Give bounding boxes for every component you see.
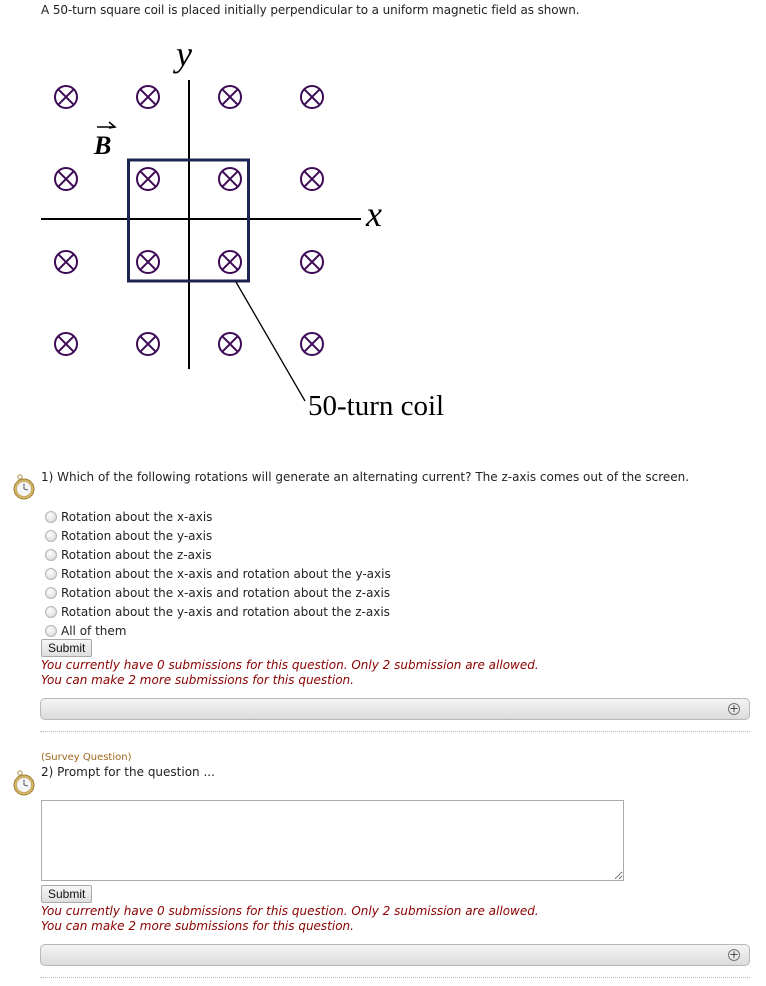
submissions-remaining-text: You can make 2 more submissions for this question. bbox=[41, 673, 354, 687]
option-label: All of them bbox=[61, 623, 127, 638]
field-into-page-icon bbox=[219, 86, 241, 108]
survey-question-tag: (Survey Question) bbox=[41, 752, 132, 763]
question-1-prompt: 1) Which of the following rotations will generate an alternating current? The z-axis comes out of the screen. bbox=[41, 470, 690, 484]
question-2-answer-textarea[interactable] bbox=[41, 800, 624, 881]
b-vector-arrow-icon bbox=[97, 122, 115, 128]
radio-button[interactable] bbox=[45, 606, 57, 618]
field-into-page-icon bbox=[137, 333, 159, 355]
coil-diagram bbox=[0, 30, 520, 430]
question-1-submit-button[interactable]: Submit bbox=[41, 639, 92, 657]
plus-circle-icon[interactable]: + bbox=[729, 948, 739, 961]
option-rotation-x-and-y[interactable] bbox=[45, 564, 391, 583]
option-rotation-z[interactable] bbox=[45, 545, 391, 564]
field-into-page-icon bbox=[219, 251, 241, 273]
radio-button[interactable] bbox=[45, 549, 57, 561]
pocket-watch-icon bbox=[13, 474, 35, 500]
field-into-page-icon bbox=[137, 251, 159, 273]
field-into-page-icon bbox=[137, 168, 159, 190]
question-2-expand-bar[interactable] bbox=[40, 944, 750, 966]
option-rotation-y[interactable] bbox=[45, 526, 391, 545]
field-into-page-icon bbox=[301, 333, 323, 355]
question-2-prompt: 2) Prompt for the question ... bbox=[41, 765, 215, 779]
submission-count-text: You currently have 0 submissions for this question. Only 2 submission are allowed. bbox=[41, 904, 539, 918]
option-rotation-x-and-z[interactable] bbox=[45, 583, 391, 602]
field-into-page-icon bbox=[301, 168, 323, 190]
field-into-page-icon bbox=[55, 333, 77, 355]
field-into-page-icon bbox=[219, 168, 241, 190]
field-into-page-icon bbox=[55, 86, 77, 108]
submission-count-text: You currently have 0 submissions for this question. Only 2 submission are allowed. bbox=[41, 658, 539, 672]
field-into-page-icon bbox=[301, 86, 323, 108]
radio-button[interactable] bbox=[45, 568, 57, 580]
intro-text: A 50-turn square coil is placed initially perpendicular to a uniform magnetic field as shown. bbox=[41, 3, 580, 17]
option-rotation-x[interactable] bbox=[45, 507, 391, 526]
submissions-remaining-text: You can make 2 more submissions for this question. bbox=[41, 919, 354, 933]
field-into-page-icon bbox=[55, 251, 77, 273]
question-1-expand-bar[interactable] bbox=[40, 698, 750, 720]
option-label: Rotation about the z-axis bbox=[61, 547, 212, 562]
x-axis-label: x bbox=[366, 194, 382, 234]
field-into-page-icon bbox=[301, 251, 323, 273]
radio-button[interactable] bbox=[45, 625, 57, 637]
field-label: B bbox=[94, 131, 112, 160]
option-rotation-y-and-z[interactable] bbox=[45, 602, 391, 621]
coil-label: 50-turn coil bbox=[308, 390, 445, 422]
coil-leader-line bbox=[236, 282, 305, 401]
question-2-submission-notice bbox=[41, 904, 539, 934]
radio-button[interactable] bbox=[45, 511, 57, 523]
option-label: Rotation about the y-axis bbox=[61, 528, 213, 543]
option-label: Rotation about the x-axis and rotation about the z-axis bbox=[61, 585, 391, 600]
option-all-of-them[interactable] bbox=[45, 621, 391, 640]
radio-button[interactable] bbox=[45, 530, 57, 542]
question-1-submission-notice bbox=[41, 658, 539, 688]
question-divider bbox=[40, 731, 750, 732]
question-1-options bbox=[45, 507, 391, 640]
y-axis-label: y bbox=[176, 34, 192, 74]
question-divider bbox=[40, 977, 750, 978]
radio-button[interactable] bbox=[45, 587, 57, 599]
question-2-submit-button[interactable]: Submit bbox=[41, 885, 92, 903]
field-into-page-icon bbox=[219, 333, 241, 355]
field-into-page-icon bbox=[137, 86, 159, 108]
option-label: Rotation about the y-axis and rotation about the z-axis bbox=[61, 604, 390, 619]
plus-circle-icon[interactable]: + bbox=[729, 702, 739, 715]
pocket-watch-icon bbox=[13, 770, 35, 796]
field-into-page-icon bbox=[55, 168, 77, 190]
option-label: Rotation about the x-axis and rotation about the y-axis bbox=[61, 566, 391, 581]
option-label: Rotation about the x-axis bbox=[61, 509, 213, 524]
